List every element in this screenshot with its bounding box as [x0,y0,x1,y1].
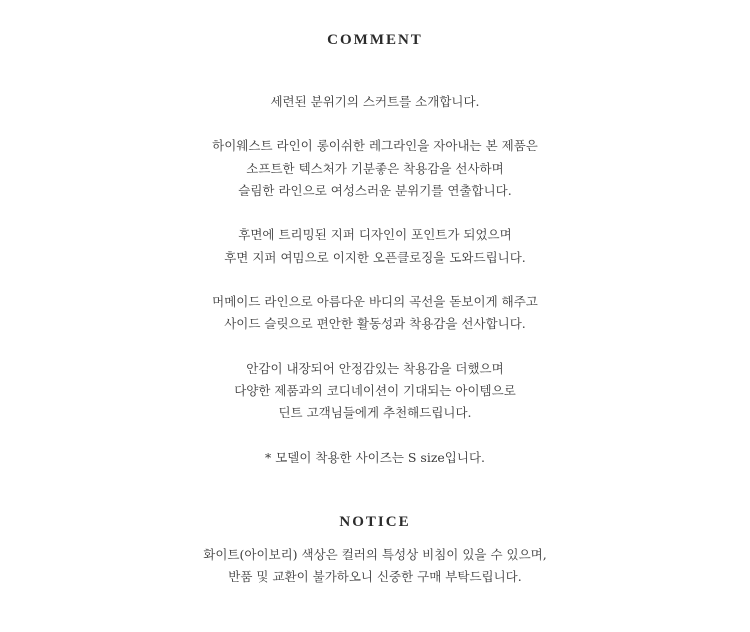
comment-line: 안감이 내장되어 안정감있는 착용감을 더했으며 [246,360,504,376]
notice-line: 반품 및 교환이 불가하오니 신중한 구매 부탁드립니다. [228,569,522,585]
notice-line: 화이트(아이보리) 색상은 컬러의 특성상 비침이 있을 수 있으며, [203,547,547,562]
comment-line: 하이웨스트 라인이 롱이쉬한 레그라인을 자아내는 본 제품은 [212,138,538,154]
comment-heading: COMMENT [327,32,423,48]
comment-line: 세련된 분위기의 스커트를 소개합니다. [270,94,480,109]
comment-body [0,91,750,469]
comment-line: 슬림한 라인으로 여성스러운 분위기를 연출합니다. [238,183,512,199]
comment-line: 후면 지퍼 여밈으로 이지한 오픈클로징을 도와드립니다. [224,249,526,265]
notice-heading: NOTICE [339,514,411,530]
comment-line: 다양한 제품과의 코디네이션이 기대되는 아이템으로 [234,383,516,399]
notice-body [0,544,750,589]
comment-line: 후면에 트리밍된 지퍼 디자인이 포인트가 되었으며 [238,227,512,243]
comment-line: 소프트한 텍스처가 기분좋은 착용감을 선사하며 [246,160,504,176]
comment-line: 딘트 고객님들에게 추천해드립니다. [278,405,472,421]
size-note: * 모델이 착용한 사이즈는 S size입니다. [264,449,486,465]
comment-line: 머메이드 라인으로 아름다운 바디의 곡선을 돋보이게 해주고 [212,294,538,310]
comment-line: 사이드 슬릿으로 편안한 활동성과 착용감을 선사합니다. [224,316,526,332]
